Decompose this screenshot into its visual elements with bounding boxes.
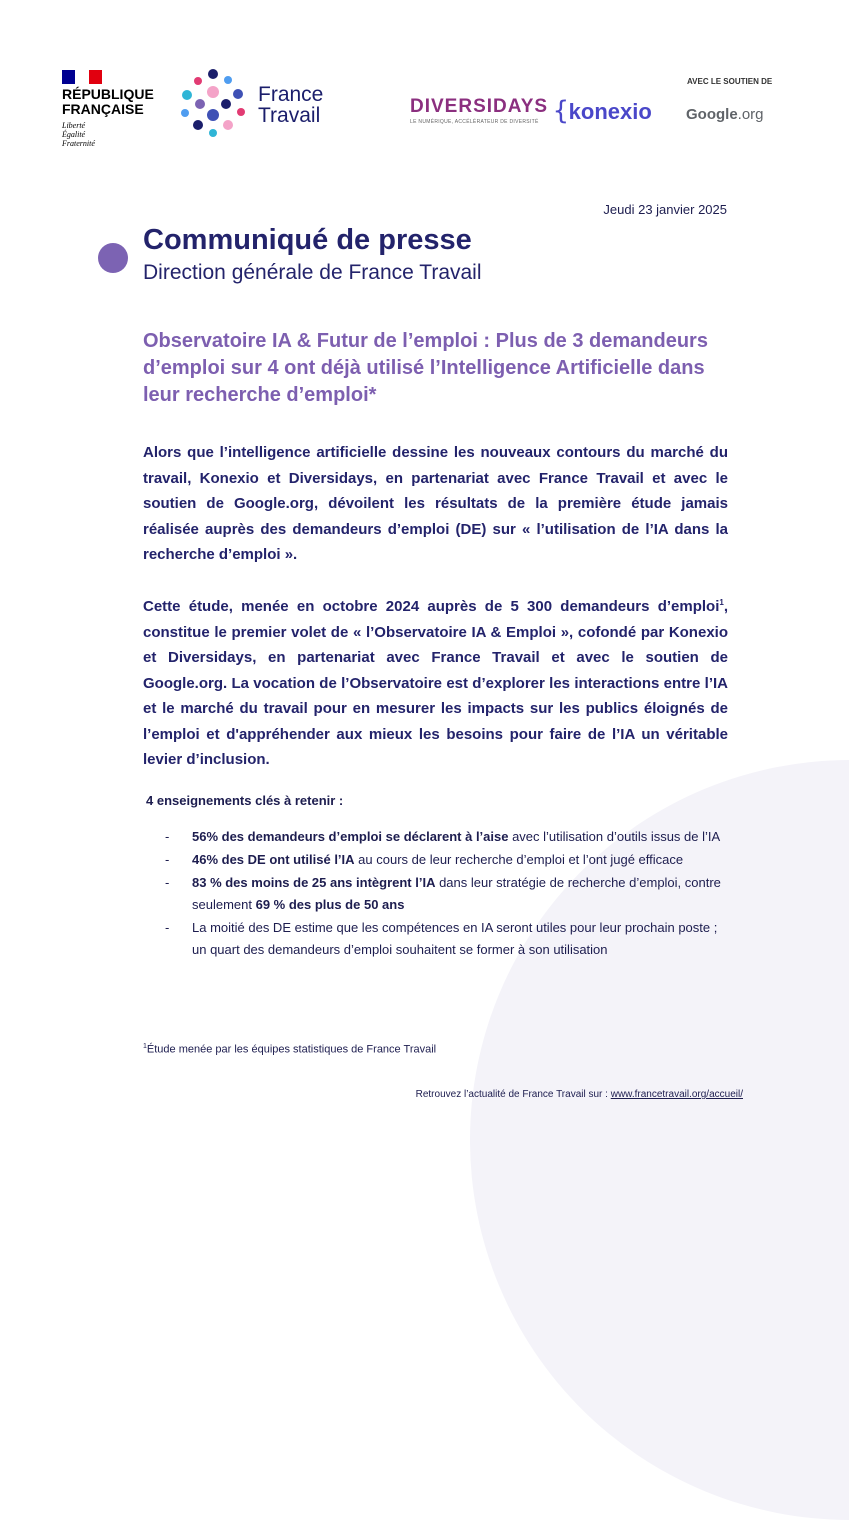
diversidays-logo <box>410 97 548 125</box>
konexio-name: konexio <box>568 99 652 124</box>
dash-bullet: - <box>165 920 170 935</box>
finding-text: au cours de leur recherche d’emploi et l’ont jugé efficace <box>354 852 684 867</box>
diversidays-tagline: LE NUMÉRIQUE, ACCÉLÉRATEUR DE DIVERSITÉ <box>410 119 539 125</box>
finding-text: dans leur stratégie de recherche d’emploi, contre seulement <box>192 875 721 912</box>
finding-bold-secondary: 69 % des plus de 50 ans <box>255 897 405 912</box>
ft-dot <box>193 120 203 130</box>
republique-name: RÉPUBLIQUE FRANÇAISE <box>62 86 154 117</box>
page-subtitle: Direction générale de France Travail <box>143 261 482 284</box>
ft-dot <box>233 89 243 99</box>
ft-dot <box>194 77 202 85</box>
press-release-date: Jeudi 23 janvier 2025 <box>603 202 727 217</box>
ft-dot <box>207 109 219 121</box>
france-travail-name: France Travail <box>258 83 324 127</box>
ft-dot <box>221 99 231 109</box>
konexio-logo <box>553 96 652 126</box>
footnote-number: 1 <box>143 1043 147 1050</box>
ft-dot <box>209 129 217 137</box>
google-name: Google <box>686 106 738 123</box>
dash-bullet: - <box>165 852 170 867</box>
key-findings-list <box>165 826 725 962</box>
finding-bold: 46% des DE ont utilisé l’IA <box>192 852 355 867</box>
finding-bold: 83 % des moins de 25 ans intègrent l’IA <box>192 875 436 890</box>
republique-francaise-logo <box>62 70 162 148</box>
page-title: Communiqué de presse <box>143 224 472 256</box>
republique-motto: Liberté Égalité Fraternité <box>62 121 95 148</box>
dash-bullet: - <box>165 875 170 890</box>
footer-text: Retrouvez l’actualité de France Travail sur : <box>415 1089 611 1100</box>
intro-paragraph: Alors que l’intelligence artificielle dessine les nouveaux contours du marché du travail, Konexio et Diversidays, en partenariat avec France Travail et avec le soutien de Google.org, dévoilent les résultats de la première étude jamais réalisée auprès des demandeurs d’emploi (DE) sur « l’utilisation de l’IA dans la recherche d’emploi ». <box>143 444 728 563</box>
list-item <box>165 826 725 848</box>
list-item <box>165 872 725 916</box>
diversidays-name: DIVERSIDAYS <box>410 96 549 117</box>
ft-dot <box>207 86 219 98</box>
google-suffix: .org <box>737 106 764 123</box>
ft-dot <box>182 90 192 100</box>
title-bullet-dot <box>98 243 128 273</box>
footnote-ref: 1 <box>719 598 724 607</box>
footnote <box>143 1043 436 1056</box>
headline: Observatoire IA & Futur de l’emploi : Plus de 3 demandeurs d’emploi sur 4 ont déjà utilisé l’Intelligence Artificielle dans leur recherche d’emploi* <box>143 330 708 406</box>
finding-bold: 56% des demandeurs d’emploi se déclarent à l’aise <box>192 829 509 844</box>
footer <box>416 1089 743 1100</box>
list-item <box>165 849 725 871</box>
ft-dot <box>208 69 218 79</box>
support-label: AVEC LE SOUTIEN DE <box>687 77 773 86</box>
ft-dot <box>224 76 232 84</box>
finding-text: La moitié des DE estime que les compétences en IA seront utiles pour leur prochain poste ; un quart des demandeurs d’emploi souhaitent se former à son utilisation <box>192 920 718 957</box>
konexio-brace: { <box>553 96 569 126</box>
finding-text: avec l’utilisation d’outils issus de l’IA <box>508 829 721 844</box>
footnote-text: Étude menée par les équipes statistiques de France Travail <box>146 1043 437 1056</box>
study-text-before: Cette étude, menée en octobre 2024 auprès de 5 300 demandeurs d’emploi <box>143 598 720 615</box>
ft-dot <box>195 99 205 109</box>
french-flag-icon <box>62 70 102 84</box>
study-paragraph <box>143 590 728 773</box>
key-findings-title: 4 enseignements clés à retenir : <box>146 793 344 808</box>
france-travail-dots-icon <box>178 68 248 138</box>
ft-dot <box>181 109 189 117</box>
study-text-after: , constitue le premier volet de « l’Observatoire IA & Emploi », cofondé par Konexio et Diversidays, en partenariat avec France Travail et avec le soutien de Google.org. La vocation de l’Observatoire est d’explorer les interactions entre l’IA et le marché du travail pour en mesurer les impacts sur les publics éloignés de l’emploi et d'appréhender aux mieux les besoins pour faire de l’IA un véritable levier d’inclusion. <box>143 598 728 768</box>
google-org-logo <box>686 106 764 123</box>
dash-bullet: - <box>165 829 170 844</box>
ft-dot <box>223 120 233 130</box>
footer-link[interactable]: www.francetravail.org/accueil/ <box>610 1089 743 1100</box>
list-item <box>165 917 725 961</box>
ft-dot <box>237 108 245 116</box>
